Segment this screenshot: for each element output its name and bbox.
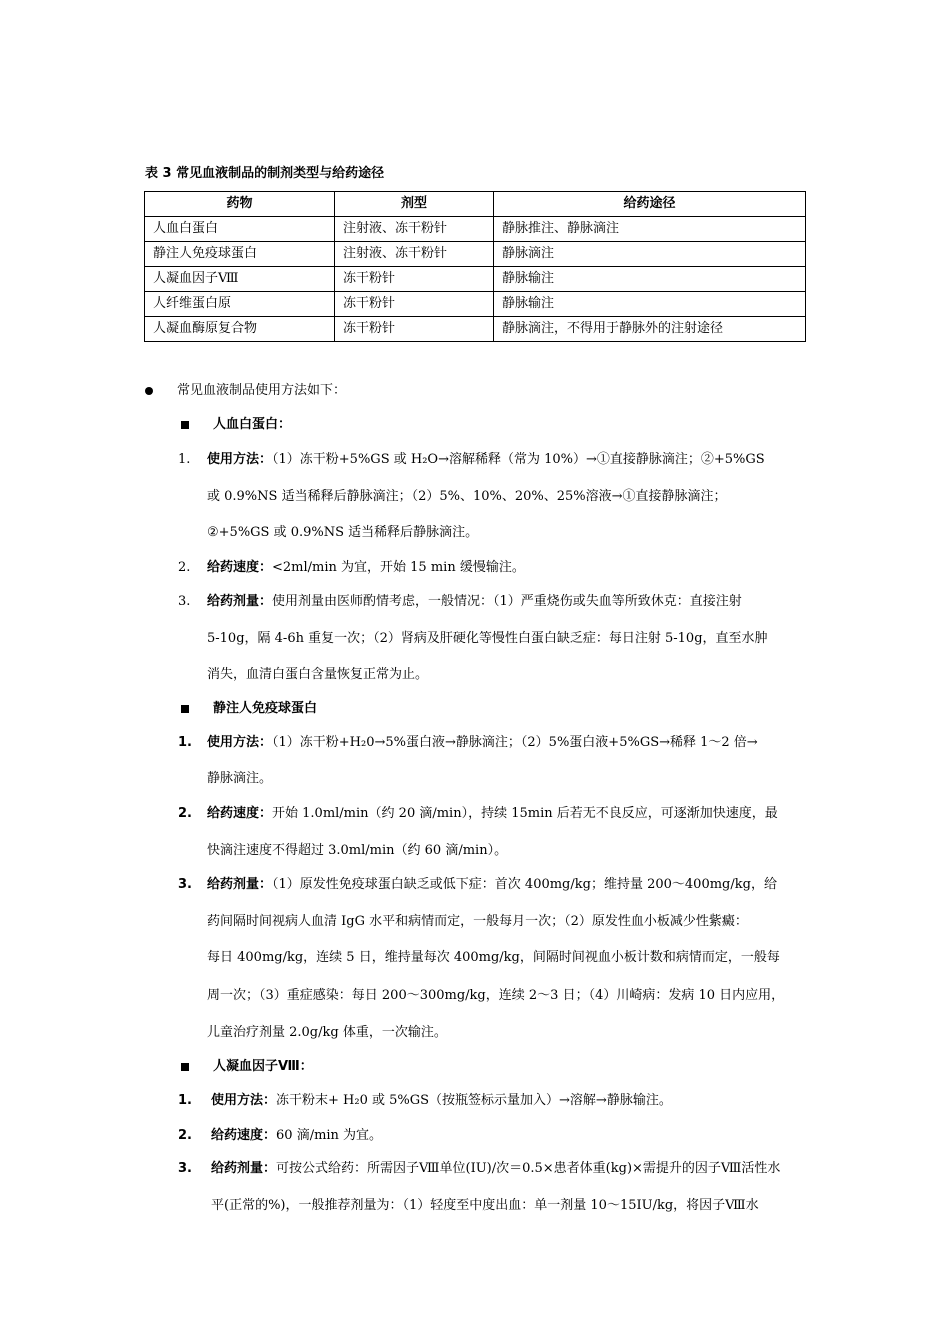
- list-item: [207, 559, 525, 577]
- list-item: [211, 1127, 382, 1145]
- table-cell: 冻干粉针: [335, 292, 494, 317]
- square-bullet-icon: [181, 421, 189, 429]
- table-cell: 人纤维蛋白原: [145, 292, 335, 317]
- section-heading-albumin: 人血白蛋白：: [213, 417, 292, 432]
- column-header-route: 给药途径: [494, 192, 806, 217]
- list-item: [207, 451, 765, 469]
- item-text: 冻干粉末+ H₂0 或 5%GS（按瓶签标示量加入）→溶解→静脉输注。: [276, 1093, 672, 1108]
- table-row: [145, 317, 806, 342]
- item-text: 儿童治疗剂量 2.0g/kg 体重，一次输注。: [207, 1025, 447, 1040]
- item-text: 可按公式给药：所需因子Ⅷ单位(IU)/次＝0.5×患者体重(kg)×需提升的因子Ⅷ活性水: [276, 1161, 781, 1176]
- item-text: <2ml/min 为宜，开始 15 min 缓慢输注。: [272, 560, 525, 575]
- table-cell: 静脉滴注: [494, 242, 806, 267]
- table-cell: 静脉推注、静脉滴注: [494, 217, 806, 242]
- bullet-dot-icon: [145, 387, 153, 395]
- table-cell: 人凝血酶原复合物: [145, 317, 335, 342]
- item-text: ②+5%GS 或 0.9%NS 适当稀释后静脉滴注。: [207, 525, 479, 540]
- list-number: 2.: [178, 806, 192, 821]
- item-label: 使用方法：: [207, 735, 273, 750]
- item-label: 给药剂量：: [207, 877, 273, 892]
- table-row: [145, 242, 806, 267]
- list-number: 2.: [178, 560, 191, 575]
- section-heading-factor-viii: 人凝血因子Ⅷ：: [213, 1059, 313, 1074]
- list-number: 1.: [178, 735, 192, 750]
- item-text: （1）冻干粉+5%GS 或 H₂O→溶解稀释（常为 10%）→①直接静脉滴注；②+5%GS: [272, 452, 765, 467]
- item-label: 使用方法：: [211, 1093, 277, 1108]
- table-cell: 冻干粉针: [335, 317, 494, 342]
- table-cell: 静脉输注: [494, 292, 806, 317]
- list-item: [207, 876, 777, 894]
- table-cell: 静注人免疫球蛋白: [145, 242, 335, 267]
- table-row: [145, 292, 806, 317]
- item-label: 给药速度：: [207, 560, 273, 575]
- item-text: 每日 400mg/kg，连续 5 日，维持量每次 400mg/kg，间隔时间视血小板计数和病情而定，一般每: [207, 950, 780, 965]
- list-item: [207, 734, 758, 752]
- square-bullet-icon: [181, 1063, 189, 1071]
- list-number: 2.: [178, 1128, 192, 1143]
- item-label: 给药剂量：: [211, 1161, 277, 1176]
- item-text: 消失，血清白蛋白含量恢复正常为止。: [207, 667, 429, 682]
- item-text: 或 0.9%NS 适当稀释后静脉滴注；（2）5%、10%、20%、25%溶液→①直接静脉滴注；: [207, 489, 727, 504]
- table-cell: 人凝血因子Ⅷ: [145, 267, 335, 292]
- item-text: 5-10g，隔 4-6h 重复一次；（2）肾病及肝硬化等慢性白蛋白缺乏症：每日注射 5-10g，直至水肿: [207, 631, 768, 646]
- item-text: 快滴注速度不得超过 3.0ml/min（约 60 滴/min）。: [207, 843, 508, 858]
- column-header-drug: 药物: [145, 192, 335, 217]
- table-cell: 注射液、冻干粉针: [335, 217, 494, 242]
- item-label: 给药剂量：: [207, 594, 273, 609]
- list-item: [207, 805, 778, 823]
- drug-table: [144, 191, 806, 342]
- table-cell: 冻干粉针: [335, 267, 494, 292]
- list-number: 3.: [178, 594, 191, 609]
- table-cell: 注射液、冻干粉针: [335, 242, 494, 267]
- section-heading-immunoglobulin: 静注人免疫球蛋白: [213, 701, 318, 716]
- table-cell: 静脉输注: [494, 267, 806, 292]
- item-text: 药间隔时间视病人血清 IgG 水平和病情而定，一般每月一次；（2）原发性血小板减少性紫癜：: [207, 914, 748, 929]
- item-text: 使用剂量由医师酌情考虑，一般情况：（1）严重烧伤或失血等所致休克：直接注射: [272, 594, 742, 609]
- table-cell: 静脉滴注，不得用于静脉外的注射途径: [494, 317, 806, 342]
- list-item: [207, 593, 742, 611]
- item-text: （1）原发性免疫球蛋白缺乏或低下症：首次 400mg/kg；维持量 200～400mg/kg，给: [272, 877, 777, 892]
- list-number: 1.: [178, 1093, 192, 1108]
- item-label: 使用方法：: [207, 452, 273, 467]
- table-cell: 人血白蛋白: [145, 217, 335, 242]
- item-text: 平(正常的%)，一般推荐剂量为：（1）轻度至中度出血：单一剂量 10～15IU/kg，将因子Ⅷ水: [211, 1198, 759, 1213]
- table-row: [145, 267, 806, 292]
- list-item: [211, 1092, 672, 1110]
- list-number: 3.: [178, 877, 192, 892]
- item-label: 给药速度：: [207, 806, 273, 821]
- intro-text: 常见血液制品使用方法如下：: [177, 383, 347, 398]
- item-text: 60 滴/min 为宜。: [276, 1128, 383, 1143]
- list-number: 1.: [178, 452, 191, 467]
- list-number: 3.: [178, 1161, 192, 1176]
- item-label: 给药速度：: [211, 1128, 277, 1143]
- table-row: [145, 217, 806, 242]
- table-header-row: [145, 192, 806, 217]
- square-bullet-icon: [181, 705, 189, 713]
- item-text: （1）冻干粉+H₂0→5%蛋白液→静脉滴注；（2）5%蛋白液+5%GS→稀释 1～2 倍→: [272, 735, 758, 750]
- item-text: 周一次；（3）重症感染：每日 200～300mg/kg，连续 2～3 日；（4）川崎病：发病 10 日内应用，: [207, 988, 785, 1003]
- column-header-form: 剂型: [335, 192, 494, 217]
- item-text: 静脉滴注。: [207, 771, 273, 786]
- table-title: 表 3 常见血液制品的制剂类型与给药途径: [145, 166, 385, 181]
- list-item: [211, 1160, 780, 1178]
- item-text: 开始 1.0ml/min（约 20 滴/min），持续 15min 后若无不良反应，可逐渐加快速度，最: [272, 806, 778, 821]
